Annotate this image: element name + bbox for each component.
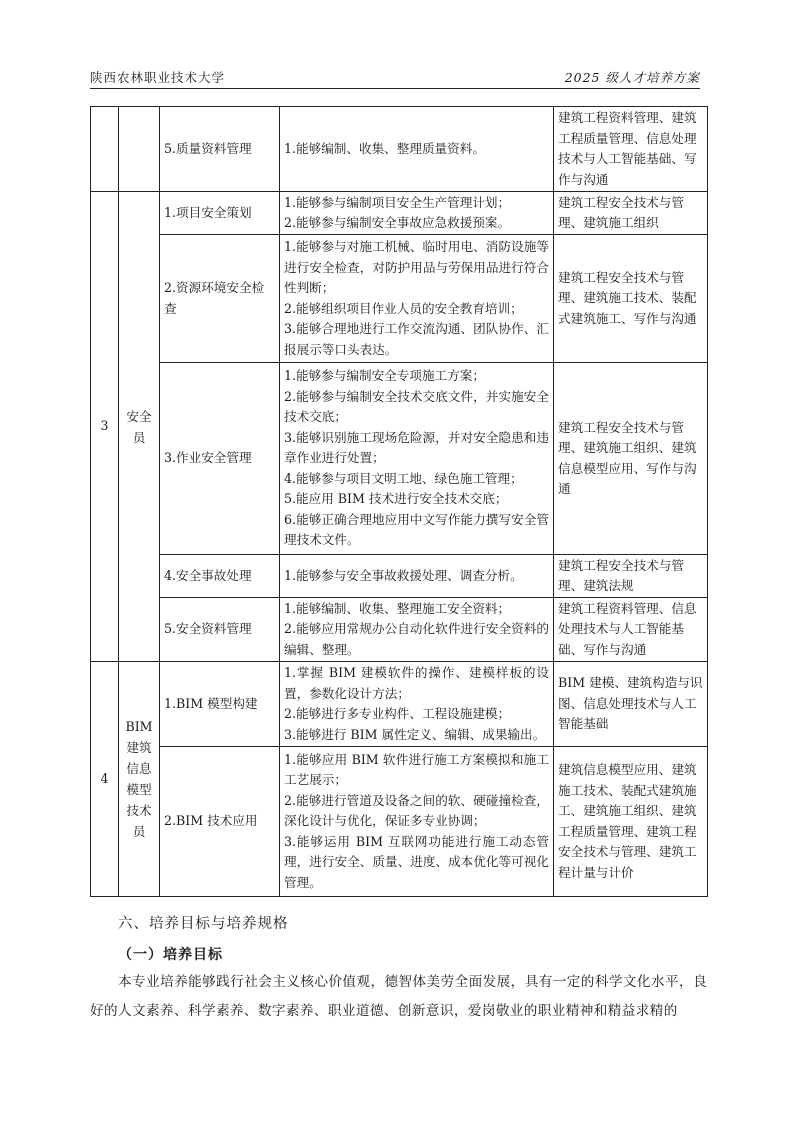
- requirement-item: 2.能够组织项目作业人员的安全教育培训；: [284, 300, 523, 316]
- requirement-item: 1.能够参与安全事故救援处理、调查分析。: [284, 567, 523, 583]
- job-role: [119, 107, 160, 192]
- ability-requirements: [280, 107, 554, 192]
- table-row: [91, 235, 708, 363]
- requirement-item: 2.能够参与编制安全事故应急救援预案。: [284, 215, 511, 230]
- ability-requirements: [280, 662, 554, 747]
- ability-requirements: [280, 747, 554, 897]
- requirement-item: 2.能够进行多专业构件、工程设施建模；: [284, 706, 511, 721]
- row-number: 4: [91, 662, 119, 897]
- requirement-item: 3.能够进行 BIM 属性定义、编辑、成果输出。: [284, 726, 546, 742]
- work-task: 2.资源环境安全检查: [160, 235, 280, 363]
- supporting-courses: 建筑信息模型应用、建筑施工技术、装配式建筑施工、建筑施工组织、建筑工程质量管理、建筑工程安全技术与管理、建筑工程计量与计价: [554, 747, 708, 897]
- section-heading: 六、培养目标与培养规格: [118, 916, 289, 932]
- requirement-item: 5.能应用 BIM 技术进行安全技术交底；: [284, 491, 508, 507]
- table-row: [91, 363, 708, 555]
- job-role: [119, 662, 160, 897]
- requirement-item: 4.能够参与项目文明工地、绿色施工管理；: [284, 470, 523, 486]
- requirement-item: 1.能够参与对施工机械、临时用电、消防设施等进行安全检查，对防护用品与劳保用品进行符合性判断；: [284, 239, 549, 295]
- requirement-item: 1.能够参与编制安全专项施工方案；: [284, 368, 485, 384]
- body-paragraph: 本专业培养能够践行社会主义核心价值观，德智体美劳全面发展，具有一定的科学文化水平，良好的人文素养、科学素养、数字素养、职业道德、创新意识，爱岗敬业的职业精神和精益求精的: [90, 974, 707, 1019]
- work-task: 2.BIM 技术应用: [160, 747, 280, 897]
- supporting-courses: 建筑工程资料管理、信息处理技术与人工智能基础、写作与沟通: [554, 598, 708, 662]
- requirement-item: 2.能够参与编制安全技术交底文件，并实施安全技术交底；: [284, 388, 549, 425]
- table-row: [91, 662, 708, 747]
- job-role-text: 安全员: [126, 408, 152, 445]
- work-task: 4.安全事故处理: [160, 555, 280, 598]
- requirement-item: 2.能够应用常规办公自动化软件进行安全资料的编辑、整理。: [284, 621, 549, 657]
- requirement-item: 1.能够参与编制项目安全生产管理计划；: [284, 194, 511, 210]
- requirement-item: 1.能够编制、收集、整理质量资料。: [284, 140, 485, 156]
- ability-requirements: [280, 555, 554, 598]
- row-number: 3: [91, 192, 119, 662]
- requirement-item: 6.能够正确合理地应用中文写作能力撰写安全管理技术文件。: [284, 511, 549, 548]
- job-role: [119, 192, 160, 662]
- supporting-courses: 建筑工程安全技术与管理、建筑施工组织: [554, 192, 708, 235]
- supporting-courses: 建筑工程资料管理、建筑工程质量管理、信息处理技术与人工智能基础、写作与沟通: [554, 107, 708, 192]
- requirement-item: 1.掌握 BIM 建模软件的操作、建模样板的设置，参数化设计方法；: [284, 665, 549, 701]
- ability-requirements: [280, 192, 554, 235]
- ability-requirements: [280, 235, 554, 363]
- requirement-item: 3.能够合理地进行工作交流沟通、团队协作、汇报展示等口头表达。: [284, 321, 549, 357]
- table-row: [91, 107, 708, 192]
- ability-requirements: [280, 363, 554, 555]
- requirement-item: 1.能够应用 BIM 软件进行施工方案模拟和施工工艺展示；: [284, 751, 549, 788]
- subsection-heading: （一）培养目标: [118, 947, 223, 963]
- work-task: 3.作业安全管理: [160, 363, 280, 555]
- supporting-courses: 建筑工程安全技术与管理、建筑施工组织、建筑信息模型应用、写作与沟通: [554, 363, 708, 555]
- supporting-courses: 建筑工程安全技术与管理、建筑施工技术、装配式建筑施工、写作与沟通: [554, 235, 708, 363]
- work-task: 1.BIM 模型构建: [160, 662, 280, 747]
- work-task: 1.项目安全策划: [160, 192, 280, 235]
- work-task: 5.安全资料管理: [160, 598, 280, 662]
- requirement-item: 3.能够识别施工现场危险源，并对安全隐患和违章作业进行处置；: [284, 429, 549, 466]
- row-number: [91, 107, 119, 192]
- supporting-courses: BIM 建模、建筑构造与识图、信息处理技术与人工智能基础: [554, 662, 708, 747]
- table-row: [91, 747, 708, 897]
- work-task: 5.质量资料管理: [160, 107, 280, 192]
- document-title: 2025 级人才培养方案: [564, 70, 700, 85]
- page-header: [90, 66, 700, 89]
- university-name: 陕西农林职业技术大学: [90, 70, 226, 85]
- requirement-item: 3.能够运用 BIM 互联网功能进行施工动态管理，进行安全、质量、进度、成本优化等可视化管理。: [284, 833, 549, 890]
- supporting-courses: 建筑工程安全技术与管理、建筑法规: [554, 555, 708, 598]
- requirement-item: 1.能够编制、收集、整理施工安全资料；: [284, 600, 511, 616]
- ability-requirements: [280, 598, 554, 662]
- requirement-item: 2.能够进行管道及设备之间的软、硬碰撞检查，深化设计与优化，保证多专业协调；: [284, 792, 549, 829]
- job-role-text: BIM建筑信息模型技术员: [125, 719, 153, 839]
- table-row: [91, 555, 708, 598]
- table-row: [91, 192, 708, 235]
- table-row: [91, 598, 708, 662]
- job-task-table: [90, 106, 708, 897]
